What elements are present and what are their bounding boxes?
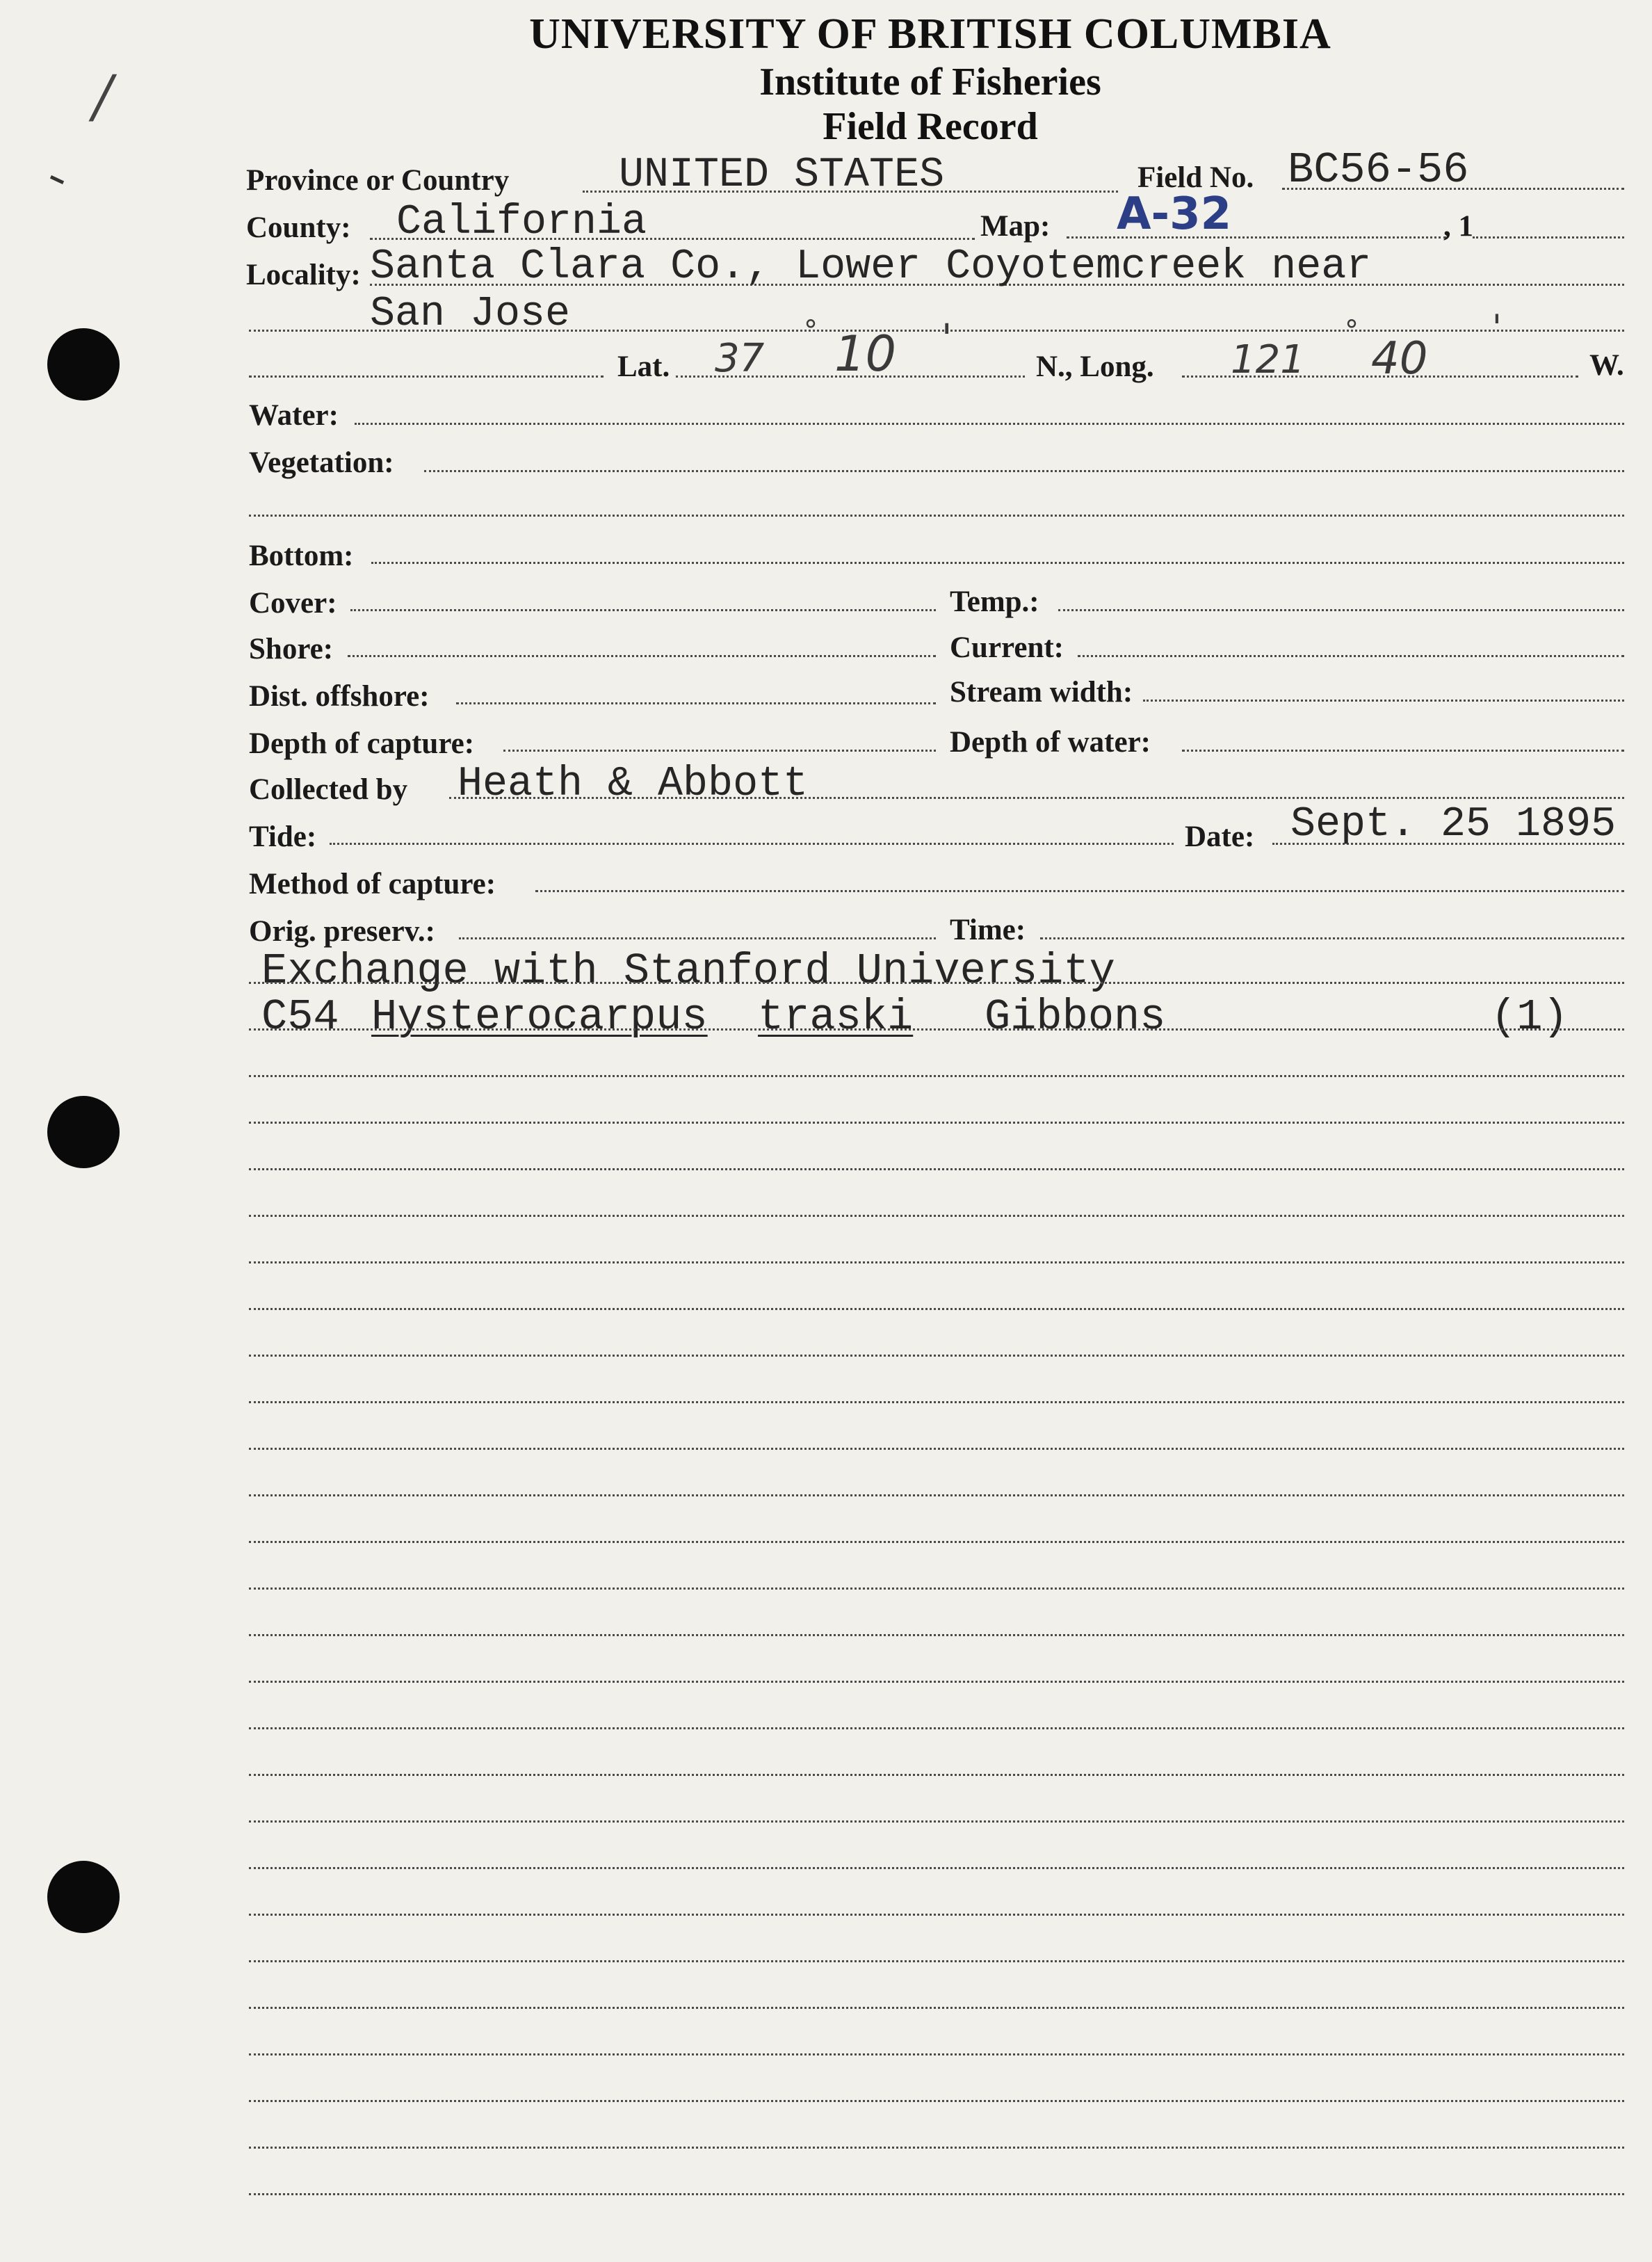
dist-offshore-line — [456, 702, 936, 704]
time-line — [1040, 937, 1624, 939]
note-catalog-number: C54 — [261, 992, 339, 1042]
county-value: California — [396, 199, 647, 246]
long-minute-mark: ' — [1492, 307, 1502, 348]
method-label: Method of capture: — [249, 868, 496, 900]
current-label: Current: — [950, 631, 1064, 664]
ruled-line — [249, 1588, 1624, 1590]
bottom-label: Bottom: — [249, 540, 354, 572]
stream-width-label: Stream width: — [950, 676, 1133, 709]
vegetation-line-2 — [249, 515, 1624, 517]
temp-label: Temp.: — [950, 585, 1039, 618]
ruled-line — [249, 1168, 1624, 1170]
ruled-line — [249, 1727, 1624, 1729]
long-degrees: 121 — [1231, 337, 1305, 382]
ruled-line — [249, 1774, 1624, 1776]
lat-minutes: 10 — [834, 325, 897, 382]
vegetation-line-1 — [424, 470, 1624, 472]
temp-line — [1058, 609, 1624, 611]
university-title: UNIVERSITY OF BRITISH COLUMBIA — [529, 10, 1331, 58]
ruled-line — [249, 2007, 1624, 2009]
shore-label: Shore: — [249, 633, 334, 665]
tide-line — [330, 843, 1174, 845]
ruled-line — [249, 1308, 1624, 1310]
tide-label: Tide: — [249, 821, 317, 853]
ruled-line — [249, 1261, 1624, 1263]
field-no-label: Field No. — [1137, 161, 1254, 194]
date-value: Sept. 25 1895 — [1290, 801, 1617, 848]
stray-tick-mark — [50, 175, 64, 184]
depth-capture-label: Depth of capture: — [249, 727, 475, 760]
ruled-line — [249, 1215, 1624, 1217]
ruled-line — [249, 1820, 1624, 1823]
long-degree-mark: ° — [1345, 315, 1359, 347]
cover-line — [350, 609, 936, 611]
ruled-line — [249, 1541, 1624, 1543]
check-mark: / — [93, 64, 113, 130]
ruled-line — [249, 1122, 1624, 1124]
orig-preserv-label: Orig. preserv.: — [249, 915, 435, 948]
lat-degrees: 37 — [715, 336, 765, 381]
long-label: N., Long. — [1036, 350, 1154, 383]
dist-offshore-label: Dist. offshore: — [249, 680, 430, 713]
province-label: Province or Country — [246, 164, 510, 197]
long-minutes: 40 — [1371, 333, 1428, 385]
ruled-line — [249, 1867, 1624, 1869]
time-label: Time: — [950, 914, 1026, 946]
west-label: W. — [1589, 349, 1624, 382]
note-line-1: Exchange with Stanford University — [261, 946, 1115, 996]
map-label: Map: — [980, 210, 1051, 243]
method-line — [535, 890, 1624, 892]
note-author: Gibbons — [985, 992, 1166, 1042]
ruled-line — [249, 1960, 1624, 1962]
locality-value-line1: Santa Clara Co., Lower Coyotemcreek near — [370, 243, 1372, 291]
ruled-line — [249, 1355, 1624, 1357]
ruled-line — [249, 2193, 1624, 2195]
stream-width-line — [1143, 700, 1624, 702]
ruled-line — [249, 1914, 1624, 1916]
punch-hole-top — [47, 328, 120, 401]
ruled-line — [249, 1494, 1624, 1496]
ruled-line — [249, 1681, 1624, 1683]
field-no-value: BC56-56 — [1288, 145, 1469, 195]
form-title: Field Record — [823, 105, 1038, 148]
water-line — [355, 423, 1624, 425]
collected-by-label: Collected by — [249, 773, 408, 806]
ruled-line — [249, 2147, 1624, 2149]
current-line — [1078, 655, 1624, 657]
province-value: UNITED STATES — [619, 152, 945, 199]
map-value: A-32 — [1117, 188, 1232, 240]
bottom-line — [371, 562, 1624, 564]
lat-degree-mark: ° — [804, 315, 818, 347]
note-species: traski — [758, 992, 914, 1042]
punch-hole-bottom — [47, 1861, 120, 1933]
cover-label: Cover: — [249, 587, 337, 620]
lat-leading-line — [249, 375, 604, 378]
ruled-line — [249, 1028, 1624, 1031]
shore-line — [348, 655, 936, 657]
map-suffix-line — [1473, 236, 1624, 239]
ruled-line — [249, 1075, 1624, 1077]
note-count: (1) — [1491, 992, 1569, 1042]
orig-preserv-line — [459, 937, 936, 939]
lat-label: Lat. — [617, 350, 670, 383]
note-genus: Hysterocarpus — [371, 992, 708, 1042]
depth-water-label: Depth of water: — [950, 726, 1151, 759]
water-label: Water: — [249, 399, 339, 432]
institute-title: Institute of Fisheries — [759, 60, 1101, 104]
map-suffix: , 1 — [1443, 210, 1473, 243]
lat-minute-mark: ' — [941, 316, 953, 362]
ruled-line — [249, 2100, 1624, 2102]
ruled-line — [249, 2053, 1624, 2055]
date-label: Date: — [1185, 821, 1255, 853]
vegetation-label: Vegetation: — [249, 446, 394, 479]
county-label: County: — [246, 211, 351, 244]
ruled-line — [249, 1401, 1624, 1403]
locality-value-line2: San Jose — [370, 291, 571, 338]
depth-capture-line — [503, 750, 936, 752]
ruled-line — [249, 1634, 1624, 1636]
collected-by-value: Heath & Abbott — [457, 761, 809, 808]
punch-hole-middle — [47, 1096, 120, 1168]
ruled-line — [249, 1448, 1624, 1450]
depth-water-line — [1182, 750, 1624, 752]
ruled-line — [249, 982, 1624, 984]
locality-label: Locality: — [246, 259, 361, 291]
